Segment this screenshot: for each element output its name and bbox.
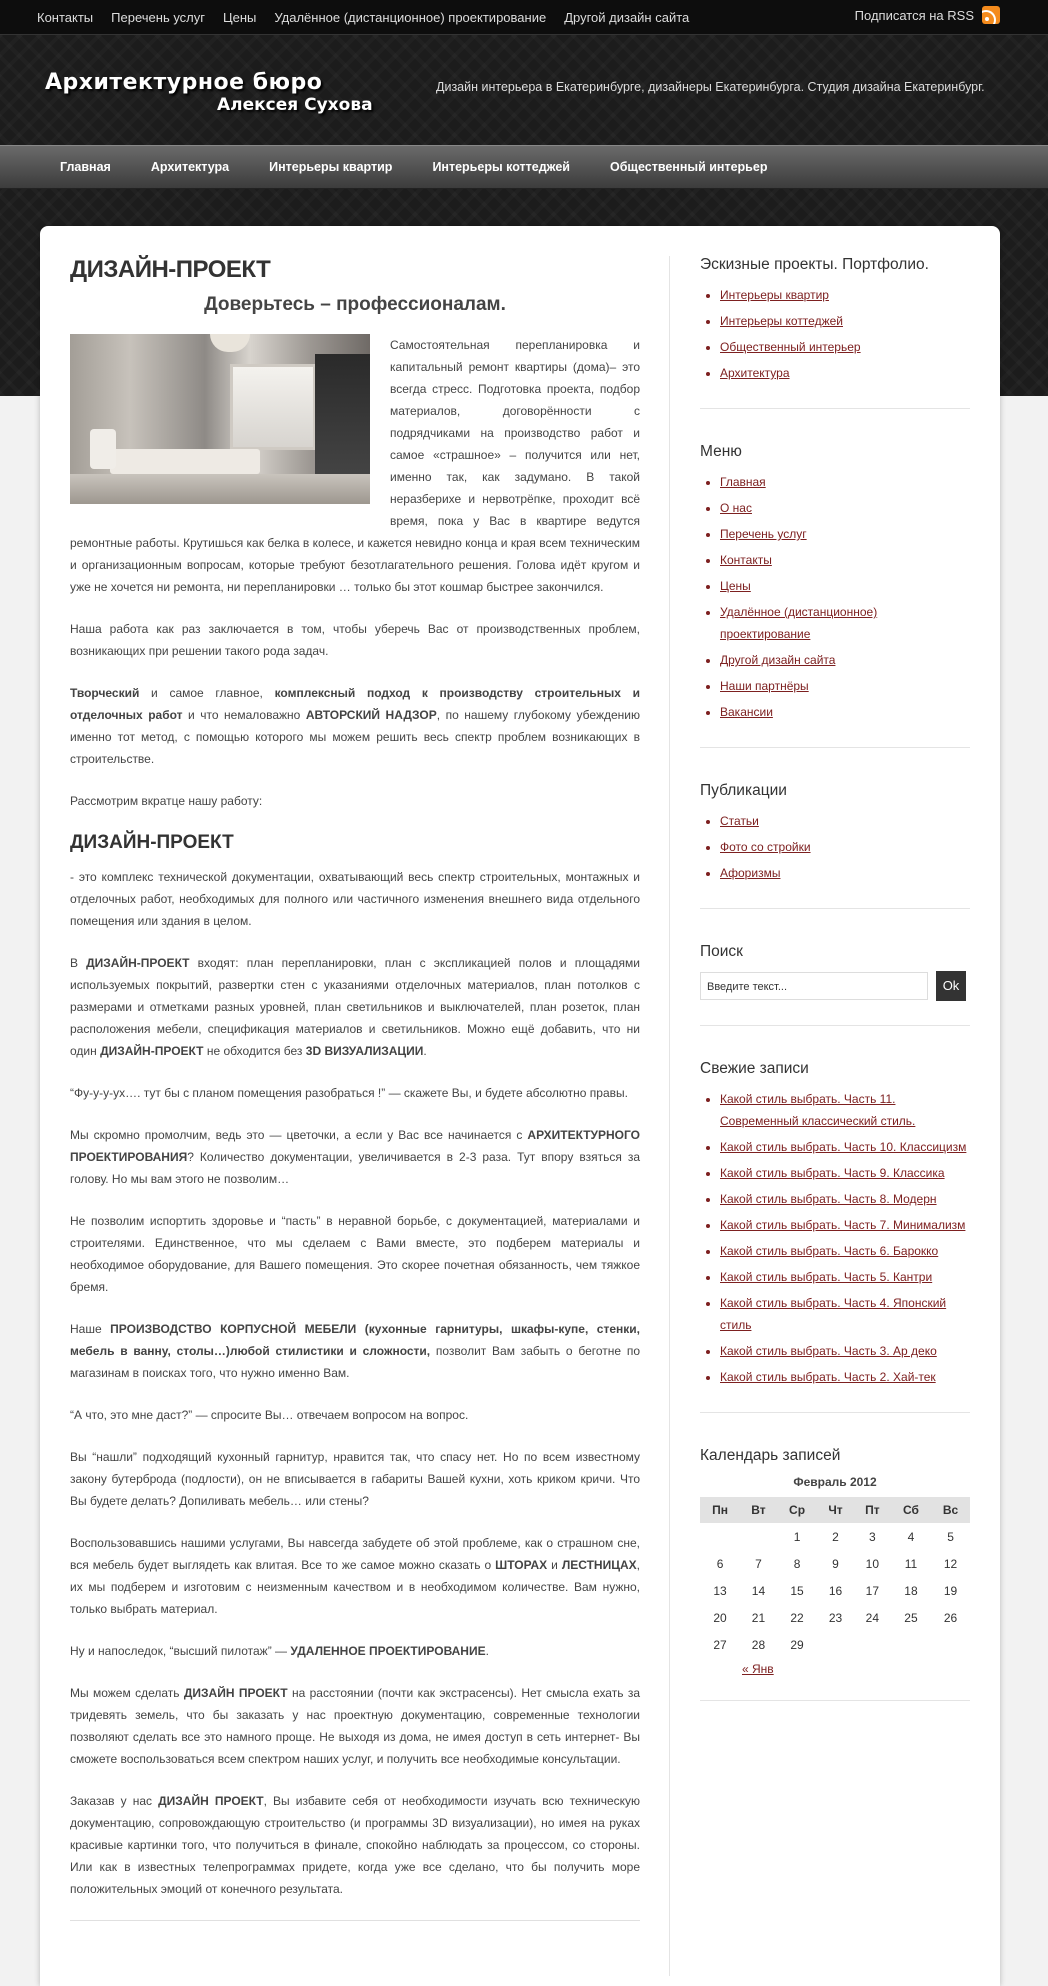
widget-divider xyxy=(700,1700,970,1701)
widget-title: Поиск xyxy=(700,943,743,960)
paragraph-definition: - это комплекс технической документации, охватывающий весь спектр строительных, монтажных и отделочных работ, необходимых для полного или частичного изменения внешнего вида отдельного помещения или здания в целом. xyxy=(70,870,640,928)
calendar-day: 9 xyxy=(832,1556,839,1571)
weekday-header: Вс xyxy=(931,1497,970,1523)
menu-link[interactable]: • Перечень услуг xyxy=(720,523,970,545)
menu-link[interactable]: • Контакты xyxy=(720,549,970,571)
calendar-day: 16 xyxy=(828,1583,843,1598)
recent-post-link[interactable]: • Какой стиль выбрать. Часть 4. Японский стиль xyxy=(720,1292,970,1336)
rss-icon[interactable] xyxy=(982,6,1000,24)
nav-item-architecture[interactable]: Архитектура xyxy=(150,160,230,174)
calendar-day: 5 xyxy=(947,1529,954,1544)
top-link-prices[interactable]: Цены xyxy=(223,9,257,25)
widget-divider xyxy=(700,1025,970,1026)
calendar-day xyxy=(817,1631,854,1658)
widget-title: Эскизные проекты. Портфолио. xyxy=(700,256,929,273)
paragraph-our-work: Наша работа как раз заключается в том, чтобы уберечь Вас от производственных проблем, возникающих при решении такого рода задач. xyxy=(70,622,640,658)
calendar-day: 4 xyxy=(907,1529,915,1544)
recent-post-link[interactable]: • Какой стиль выбрать. Часть 9. Классика xyxy=(720,1162,970,1184)
calendar-day: 25 xyxy=(904,1610,918,1625)
calendar-day: 24 xyxy=(865,1610,880,1625)
column-divider xyxy=(669,256,670,1976)
top-link-other-design[interactable]: Другой дизайн сайта xyxy=(564,9,690,25)
portfolio-link[interactable]: • Интерьеры коттеджей xyxy=(720,310,970,332)
calendar-day xyxy=(891,1631,931,1658)
search-button[interactable]: Ok xyxy=(936,971,966,1001)
site-tagline: Дизайн интерьера в Екатеринбурге, дизайнеры Екатеринбурга. Студия дизайна Екатеринбург. xyxy=(436,80,985,94)
calendar-day: 29 xyxy=(790,1637,804,1652)
recent-post-link[interactable]: • Какой стиль выбрать. Часть 8. Модерн xyxy=(720,1188,970,1210)
logo-line-2: Алексея Сухова xyxy=(217,95,373,115)
widget-menu xyxy=(700,443,970,723)
interior-photo xyxy=(70,334,370,504)
paragraph-approach: Творческий и самое главное, комплексный подход к производству строительных и отделочных работ и что немаловажно АВТОРСКИЙ НАДЗОР, по нашему глубокому убеждению именно тот метод, с помощью которого мы можем решить весь спектр проблем возникающих в строительстве. xyxy=(70,686,640,766)
paragraph-architecture: Мы скромно промолчим, ведь это — цветочки, а если у Вас все начинается с АРХИТЕКТУРНОГО ПРОЕКТИРОВАНИЯ? Количество документации, увеличивается в 2-3 раза. Тут впору взяться за голову. Но мы вам этого не позволим… xyxy=(70,1128,640,1186)
paragraph-order: Заказав у нас ДИЗАЙН ПРОЕКТ, Вы избавите себя от необходимости изучать всю техническую документацию, сопровождающую строительство (и программы 3D визуализации), но имея на руках красивые картинки того, что получиться в финале, спокойно наблюдать за процессом, со стороны. Или как в известных телепрограммах придете, когда уже все сделано, что бы получить море положительных эмоций от конечного результата. xyxy=(70,1794,641,1896)
calendar-day: 17 xyxy=(865,1583,880,1598)
calendar-day: 20 xyxy=(713,1610,727,1625)
calendar-day: 28 xyxy=(751,1637,766,1652)
portfolio-link[interactable]: • Архитектура xyxy=(720,362,970,384)
calendar-day: 2 xyxy=(832,1529,839,1544)
weekday-header: Вт xyxy=(740,1497,777,1523)
calendar-day: 12 xyxy=(943,1556,958,1571)
calendar-day: 22 xyxy=(790,1610,804,1625)
site-logo[interactable] xyxy=(45,70,373,115)
calendar-day: 14 xyxy=(751,1583,766,1598)
recent-post-link[interactable]: • Какой стиль выбрать. Часть 6. Барокко xyxy=(720,1240,970,1262)
article-subtitle: Доверьтесь – профессионалам. xyxy=(204,294,506,315)
weekday-header: Ср xyxy=(777,1497,817,1523)
recent-post-link[interactable]: • Какой стиль выбрать. Часть 11. Современный классический стиль. xyxy=(720,1088,970,1132)
calendar-day: 19 xyxy=(943,1583,958,1598)
portfolio-link[interactable]: • Общественный интерьер xyxy=(720,336,970,358)
calendar-day: 23 xyxy=(828,1610,843,1625)
calendar-day: 7 xyxy=(755,1556,762,1571)
nav-item-cottages[interactable]: Интерьеры коттеджей xyxy=(432,160,570,174)
calendar-day: 26 xyxy=(943,1610,958,1625)
calendar-day: 13 xyxy=(713,1583,727,1598)
rss-label: Подписатся на RSS xyxy=(854,7,974,23)
calendar-day xyxy=(700,1523,740,1550)
widget-publications xyxy=(700,782,970,884)
widget-divider xyxy=(700,747,970,748)
recent-post-link[interactable]: • Какой стиль выбрать. Часть 3. Ар деко xyxy=(720,1340,970,1362)
menu-link[interactable]: • Другой дизайн сайта xyxy=(720,649,970,671)
main-nav xyxy=(0,145,1048,189)
calendar-day: 11 xyxy=(904,1556,918,1571)
menu-link[interactable]: • Наши партнёры xyxy=(720,675,970,697)
paragraph-contents: В ДИЗАЙН-ПРОЕКТ входят: план перепланировки, план с экспликацией полов и площадями используемых покрытий, развертки стен с указаниями отделочных материалов, план потолков с размерами и отметками разных уровней, план светильников и выключателей, план розеток, план расположения мебели, спецификация материалов и светильников. Можно ещё добавить, что ни один ДИЗАЙН-ПРОЕКТ не обходится без 3D ВИЗУАЛИЗАЦИИ. xyxy=(70,956,640,1058)
recent-post-link[interactable]: • Какой стиль выбрать. Часть 5. Кантри xyxy=(720,1266,970,1288)
paragraph-remote: Ну и напоследок, “высший пилотаж” — УДАЛЕННОЕ ПРОЕКТИРОВАНИЕ. xyxy=(70,1644,489,1658)
section-heading: ДИЗАЙН-ПРОЕКТ xyxy=(70,832,234,853)
logo-line-1: Архитектурное бюро xyxy=(45,70,323,95)
calendar-day: 6 xyxy=(716,1556,724,1571)
calendar-day: 18 xyxy=(904,1583,918,1598)
widget-divider xyxy=(700,908,970,909)
weekday-header: Пт xyxy=(854,1497,891,1523)
paragraph-health: Не позволим испортить здоровье и “пасть” в неравной борьбе, с документацией, материалами и строителями. Единственное, что мы сделаем с Вами вместе, это подберем материалы и необходимое оборудование, для Вашего помещения. Это скорее почетная обязанность, чем тяжкое бремя. xyxy=(70,1214,640,1294)
weekday-header: Чт xyxy=(817,1497,854,1523)
nav-item-public[interactable]: Общественный интерьер xyxy=(609,160,768,174)
calendar-caption: Февраль 2012 xyxy=(793,1475,877,1489)
paragraph-curtains: Воспользовавшись нашими услугами, Вы навсегда забудете об этой проблеме, как о страшном сне, вся мебель будет выглядеть как влитая. Все то же самое можно сказать о ШТОРАХ и ЛЕСТНИЦАХ, их мы подберем и изготовим с неизменным качеством и в необходимом количестве. Вам нужно, только выбрать материал. xyxy=(70,1536,641,1616)
widget-title: Календарь записей xyxy=(700,1447,841,1464)
paragraph-distance: Мы можем сделать ДИЗАЙН ПРОЕКТ на расстоянии (почти как экстрасенсы). Нет смысла ехать за тридевять земель, что бы заказать у нас проектную документацию, современные технологии позволяют сделать все это намного проще. Не выходя из дома, не имея доступ в сеть интернет- Вы сможете воспользоваться всем спектром наших услуг, и получить все необходимые консультации. xyxy=(70,1686,640,1766)
publication-link[interactable]: • Статьи xyxy=(720,810,970,832)
paragraph-furniture: Наше ПРОИЗВОДСТВО КОРПУСНОЙ МЕБЕЛИ (кухонные гарнитуры, шкафы-купе, стенки, мебель в ванну, столы…)любой стилистики и сложности, позволит Вам забыть о беготне по магазинам в поисках того, что нужно именно Вам. xyxy=(70,1322,641,1380)
paragraph-quote: “Фу-у-у-ух…. тут бы с планом помещения разобраться !” — скажете Вы, и будете абсолютно правы. xyxy=(70,1086,628,1100)
widget-title: Свежие записи xyxy=(700,1060,809,1077)
calendar-day xyxy=(740,1523,777,1550)
widget-title: Меню xyxy=(700,443,742,460)
menu-link[interactable]: • Вакансии xyxy=(720,701,970,723)
publication-link[interactable]: • Афоризмы xyxy=(720,862,970,884)
calendar-table xyxy=(700,1497,970,1658)
calendar-day: 21 xyxy=(751,1610,766,1625)
calendar-day: 15 xyxy=(790,1583,804,1598)
recent-post-link[interactable]: • Какой стиль выбрать. Часть 7. Минимализм xyxy=(720,1214,970,1236)
calendar-day xyxy=(931,1631,970,1658)
calendar-day: 27 xyxy=(713,1637,727,1652)
widget-divider xyxy=(700,1412,970,1413)
search-input[interactable]: Введите текст... xyxy=(700,972,928,1000)
page-title: ДИЗАЙН-ПРОЕКТ xyxy=(70,256,271,283)
calendar-prev-link[interactable]: « Янв xyxy=(742,1662,774,1676)
widget-recent-posts xyxy=(700,1060,970,1388)
top-link-contacts[interactable]: Контакты xyxy=(37,9,94,25)
top-bar xyxy=(0,0,1048,35)
menu-link[interactable]: • Главная xyxy=(720,471,970,493)
top-link-services[interactable]: Перечень услуг xyxy=(111,9,206,25)
top-nav xyxy=(37,0,707,34)
top-link-remote-design[interactable]: Удалённое (дистанционное) проектирование xyxy=(274,9,547,25)
menu-link[interactable]: • Цены xyxy=(720,575,970,597)
calendar-day: 1 xyxy=(793,1529,801,1544)
publication-link[interactable]: • Фото со стройки xyxy=(720,836,970,858)
widget-search xyxy=(700,943,970,1001)
rss-subscribe[interactable] xyxy=(855,6,1000,24)
divider xyxy=(70,1920,640,1921)
content-container xyxy=(40,226,1000,1986)
recent-post-link[interactable]: • Какой стиль выбрать. Часть 10. Классицизм xyxy=(720,1136,970,1158)
calendar-day: 8 xyxy=(793,1556,801,1571)
widget-portfolio xyxy=(700,256,970,384)
sidebar xyxy=(700,256,970,1735)
widget-calendar xyxy=(700,1447,970,1676)
paragraph-intro: Самостоятельная перепланировка и капитальный ремонт квартиры (дома)– это всегда стресс. Подготовка проекта, подбор материалов, договорённости с подрядчиками на производство работ и самое «страшное» – получится или нет, именно так, как задумано. В такой неразберихе и нервотрёпке, проходит всё время, пока у Вас в квартире ведутся ремонтные работы. Крутишься как белка в колесе, и кажется невидно конца и края всем техническим и организационным вопросам, которые требуют безотлагательного решения. Голова идёт кругом и уже не хочется ни ремонта, ни перепланировки … только бы этот кошмар быстрее закончился. xyxy=(70,338,640,594)
nav-item-apartments[interactable]: Интерьеры квартир xyxy=(269,160,393,174)
widget-title: Публикации xyxy=(700,782,787,799)
weekday-header: Пн xyxy=(700,1497,740,1523)
weekday-header: Сб xyxy=(891,1497,931,1523)
menu-link[interactable]: • О нас xyxy=(720,497,970,519)
portfolio-link[interactable]: • Интерьеры квартир xyxy=(720,284,970,306)
calendar-day: 3 xyxy=(868,1529,876,1544)
article xyxy=(70,256,640,1921)
paragraph-question: “А что, это мне даст?” — спросите Вы… отвечаем вопросом на вопрос. xyxy=(70,1408,469,1422)
paragraph-kitchen: Вы “нашли” подходящий кухонный гарнитур, нравится так, что спасу нет. Но по всем известному закону бутерброда (подлости), он не вписывается в габариты Вашей кухни, хоть криком кричи. Что Вы будете делать? Допиливать мебель… или стены? xyxy=(70,1450,640,1508)
menu-link[interactable]: • Удалённое (дистанционное) проектирование xyxy=(720,601,970,645)
widget-divider xyxy=(700,408,970,409)
recent-post-link[interactable]: • Какой стиль выбрать. Часть 2. Хай-тек xyxy=(720,1366,970,1388)
paragraph-review: Рассмотрим вкратце нашу работу: xyxy=(70,794,263,808)
calendar-day xyxy=(854,1631,891,1658)
calendar-day: 10 xyxy=(865,1556,880,1571)
nav-item-home[interactable]: Главная xyxy=(60,160,111,174)
